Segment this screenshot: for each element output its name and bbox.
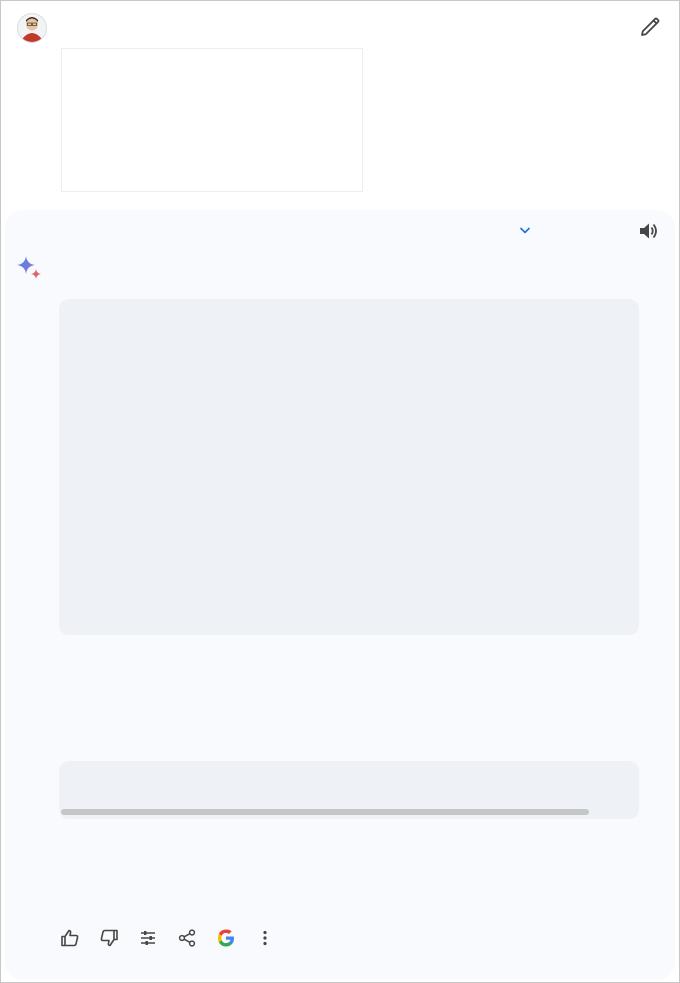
tune-icon <box>138 928 158 948</box>
share-icon <box>177 928 197 948</box>
google-icon <box>216 928 236 948</box>
read-aloud-button[interactable] <box>637 220 659 242</box>
pencil-icon <box>638 15 662 39</box>
thumb-down-button[interactable] <box>98 927 120 949</box>
chevron-down-icon <box>518 223 532 237</box>
user-avatar <box>17 13 47 43</box>
code-block <box>59 299 639 635</box>
edit-prompt-button[interactable] <box>638 15 662 39</box>
double-check-button[interactable] <box>215 927 237 949</box>
share-button[interactable] <box>176 927 198 949</box>
gemini-sparkle-icon <box>15 254 43 282</box>
modify-response-button[interactable] <box>137 927 159 949</box>
more-vert-icon <box>255 928 275 948</box>
thumb-up-icon <box>60 928 80 948</box>
horizontal-scrollbar[interactable] <box>59 808 639 816</box>
scrollbar-thumb[interactable] <box>61 809 589 815</box>
volume-icon <box>637 220 659 242</box>
download-url-block[interactable] <box>59 761 639 819</box>
thumb-down-icon <box>99 928 119 948</box>
thumb-up-button[interactable] <box>59 927 81 949</box>
view-other-drafts-button[interactable] <box>504 223 532 237</box>
uploaded-table-image[interactable] <box>61 48 363 192</box>
response-actions <box>59 926 293 950</box>
more-options-button[interactable] <box>254 927 276 949</box>
